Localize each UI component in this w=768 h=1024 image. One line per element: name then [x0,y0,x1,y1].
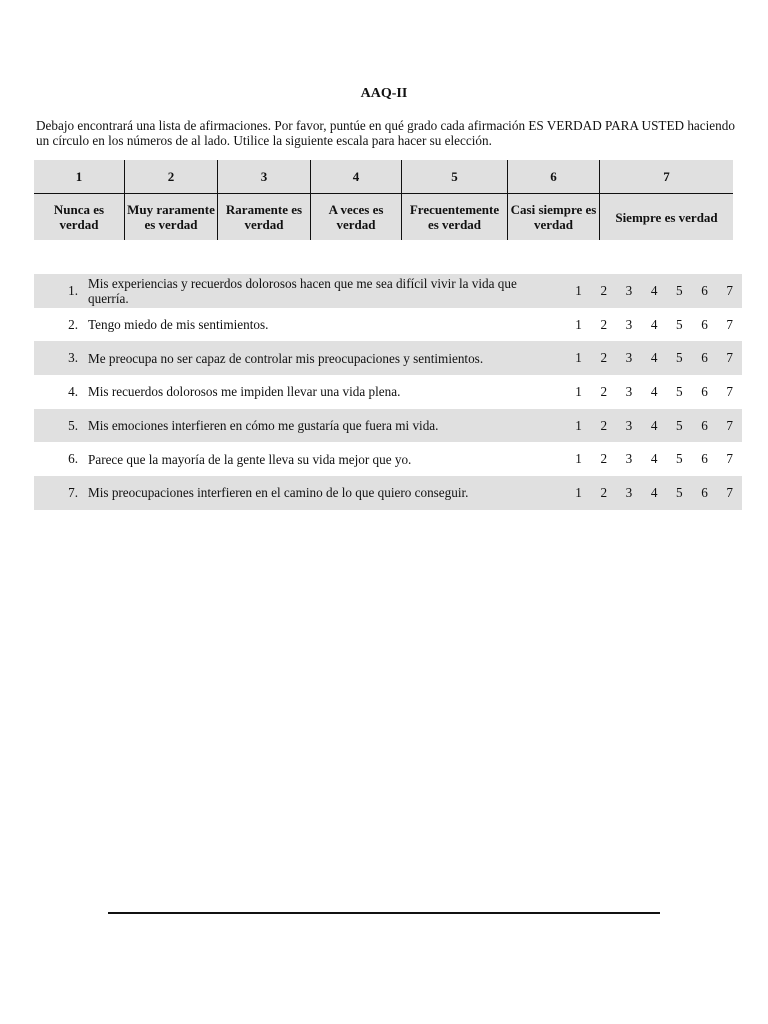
item-number: 2. [68,316,78,332]
rating-option[interactable]: 5 [676,451,683,467]
item-text: Mis preocupaciones interfieren en el camino de lo que quiero conseguir. [88,485,469,501]
rating-option[interactable]: 7 [726,282,734,298]
rating-option[interactable]: 7 [726,451,734,467]
rating-option[interactable]: 3 [625,383,633,399]
rating-option[interactable]: 4 [650,451,658,467]
scale-number: 2 [125,160,218,194]
rating-option[interactable]: 5 [676,316,683,332]
item-number: 3. [68,350,78,366]
rating-option[interactable]: 2 [600,282,608,298]
item-row [34,442,742,476]
rating-option[interactable]: 1 [575,451,582,467]
rating-option[interactable]: 7 [726,417,734,433]
scale-number: 1 [34,160,125,194]
rating-option[interactable]: 1 [575,484,582,500]
rating-option[interactable]: 6 [701,282,708,298]
scale-label: Casi siempre es verdad [508,194,600,241]
rating-scale-table [34,160,733,240]
items-table [34,274,742,510]
item-row [34,341,742,375]
rating-option[interactable]: 2 [600,451,608,467]
rating-option[interactable]: 6 [701,484,708,500]
scale-label: Nunca es verdad [53,202,105,232]
scale-numbers-row [34,160,733,194]
item-row [34,476,742,510]
scale-number: 6 [508,160,600,194]
rating-option[interactable]: 7 [726,316,734,332]
scale-number: 4 [311,160,402,194]
rating-option[interactable]: 6 [701,350,708,366]
rating-option[interactable]: 6 [701,417,708,433]
scale-labels-row [34,194,733,241]
rating-option[interactable]: 6 [701,451,708,467]
rating-option[interactable]: 5 [676,282,683,298]
rating-option[interactable]: 7 [726,484,734,500]
rating-option[interactable]: 4 [650,417,658,433]
rating-option[interactable]: 2 [600,350,608,366]
item-row [34,274,742,308]
item-text: Mis emociones interfieren en cómo me gustaría que fuera mi vida. [88,418,439,434]
rating-option[interactable]: 1 [575,282,582,298]
scale-number: 7 [600,160,734,194]
rating-option[interactable]: 5 [676,383,683,399]
item-row [34,308,742,342]
footer-divider-line [108,912,660,914]
rating-option[interactable]: 4 [650,350,658,366]
rating-option[interactable]: 3 [625,484,633,500]
rating-option[interactable]: 4 [650,383,658,399]
item-number: 7. [68,484,78,500]
rating-option[interactable]: 4 [650,484,658,500]
item-number: 5. [68,417,78,433]
item-text: Mis experiencias y recuerdos dolorosos hacen que me sea difícil vivir la vida que querría. [88,275,517,306]
item-text: Parece que la mayoría de la gente lleva su vida mejor que yo. [88,451,412,467]
rating-option[interactable]: 3 [625,316,633,332]
rating-option[interactable]: 4 [650,316,658,332]
rating-option[interactable]: 1 [575,316,582,332]
rating-option[interactable]: 4 [650,282,658,298]
rating-option[interactable]: 6 [701,316,708,332]
item-text: Tengo miedo de mis sentimientos. [88,317,269,333]
scale-label: A veces es verdad [311,194,402,241]
scale-label: Muy raramente es verdad [125,194,218,241]
item-text: Me preocupa no ser capaz de controlar mis preocupaciones y sentimientos. [88,350,484,366]
rating-option[interactable]: 2 [600,484,608,500]
rating-option[interactable]: 3 [625,417,633,433]
item-number: 1. [68,282,78,298]
scale-label: Siempre es verdad [600,194,734,241]
rating-option[interactable]: 7 [726,350,734,366]
item-number: 6. [68,451,78,467]
item-text: Mis recuerdos dolorosos me impiden llevar una vida plena. [88,384,401,400]
scale-label: Raramente es verdad [218,194,311,241]
questionnaire-title: AAQ-II [360,86,408,101]
instructions-text: Debajo encontrará una lista de afirmaciones. Por favor, puntúe en qué grado cada afirmación ES VERDAD PARA USTED haciendo un círculo en los números de al lado. Utilice la siguiente escala para hacer su elección. [36,118,735,148]
scale-label: Frecuentemente es verdad [402,194,508,241]
rating-option[interactable]: 6 [701,383,708,399]
rating-option[interactable]: 3 [625,282,633,298]
rating-option[interactable]: 1 [575,417,582,433]
rating-option[interactable]: 1 [575,383,582,399]
item-row [34,409,742,443]
rating-option[interactable]: 2 [600,417,608,433]
rating-option[interactable]: 5 [676,484,683,500]
item-number: 4. [68,383,78,399]
rating-option[interactable]: 2 [600,383,608,399]
rating-option[interactable]: 5 [676,350,683,366]
scale-number: 5 [402,160,508,194]
rating-option[interactable]: 3 [625,350,633,366]
rating-option[interactable]: 1 [575,350,582,366]
rating-option[interactable]: 5 [676,417,683,433]
rating-option[interactable]: 7 [726,383,734,399]
scale-number: 3 [218,160,311,194]
rating-option[interactable]: 2 [600,316,608,332]
item-row [34,375,742,409]
rating-option[interactable]: 3 [625,451,633,467]
